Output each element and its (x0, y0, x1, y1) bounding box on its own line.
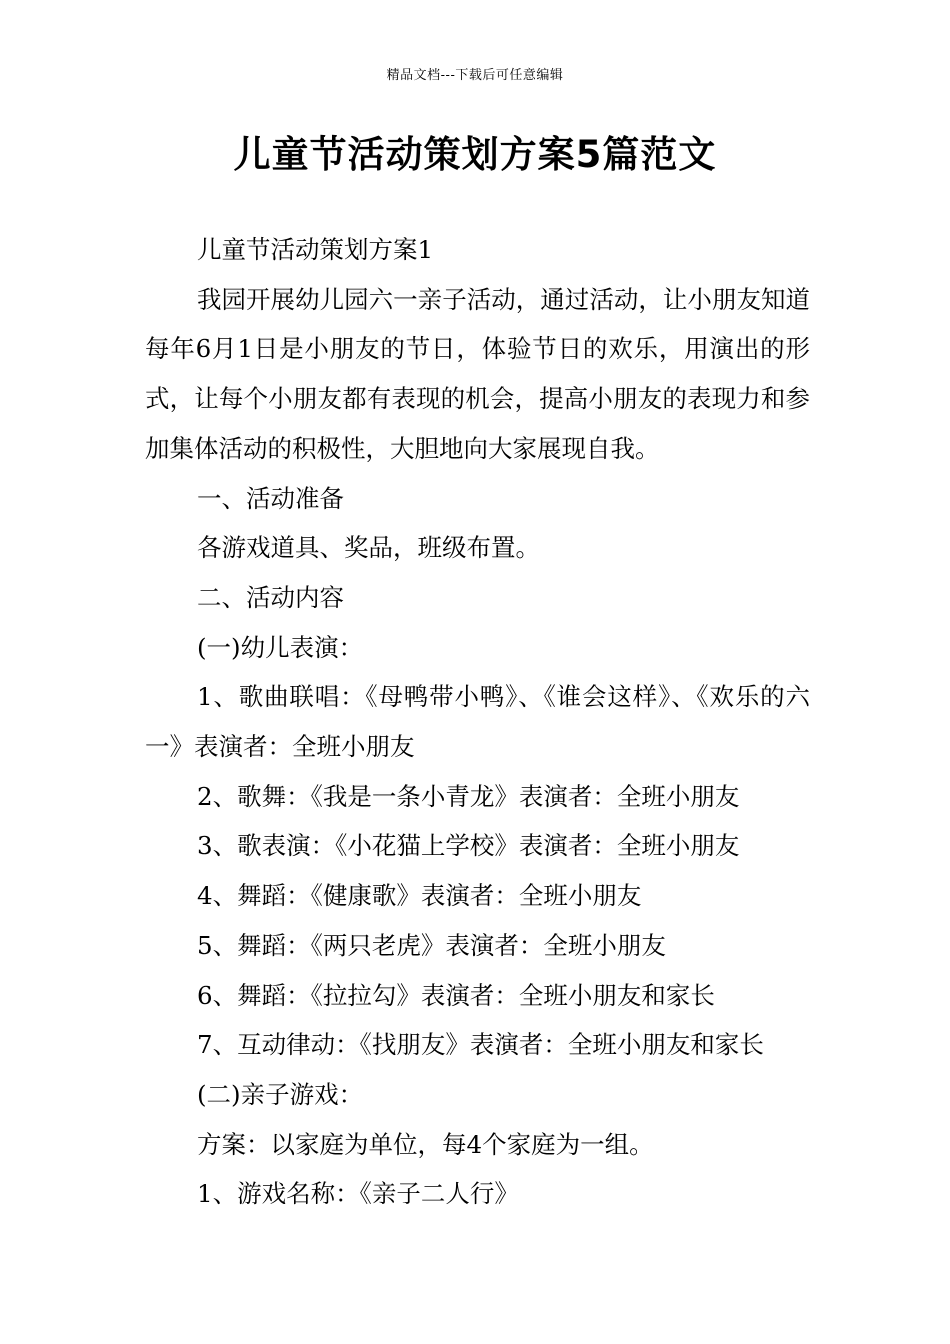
paragraph: 各游戏道具、奖品，班级布置。 (197, 533, 540, 563)
list-item: 6、舞蹈：《拉拉勾》表演者：全班小朋友和家长 (197, 980, 715, 1010)
subsection-heading: (一)幼儿表演： (197, 632, 364, 662)
list-item: 4、舞蹈：《健康歌》表演者：全班小朋友 (197, 881, 642, 911)
section-heading: 一、活动准备 (197, 483, 344, 513)
subsection-heading: (二)亲子游戏： (197, 1079, 364, 1109)
list-item: 1、游戏名称：《亲子二人行》 (197, 1179, 519, 1209)
section-heading: 儿童节活动策划方案1 (197, 235, 434, 264)
section-heading: 二、活动内容 (197, 582, 344, 612)
paragraph: 方案：以家庭为单位，每4个家庭为一组。 (197, 1129, 654, 1159)
list-item: 3、歌表演：《小花猫上学校》表演者：全班小朋友 (197, 831, 740, 861)
document-body (145, 225, 810, 1219)
list-item: 7、互动律动：《找朋友》表演者：全班小朋友和家长 (197, 1030, 764, 1060)
list-item: 2、歌舞：《我是一条小青龙》表演者：全班小朋友 (197, 781, 740, 811)
intro-paragraph: 我园开展幼儿园六一亲子活动，通过活动，让小朋友知道每年6月1日是小朋友的节日，体验节日的欢乐，用演出的形式，让每个小朋友都有表现的机会，提高小朋友的表现力和参加集体活动的积极性，大胆地向大家展现自我。 (145, 284, 810, 463)
header-note: 精品文档---下载后可任意编辑 (386, 68, 564, 83)
list-item: 5、舞蹈：《两只老虎》表演者：全班小朋友 (197, 930, 666, 960)
list-item: 1、歌曲联唱：《母鸭带小鸭》、《谁会这样》、《欢乐的六一》表演者：全班小朋友 (145, 682, 810, 762)
document-title: 儿童节活动策划方案5篇范文 (233, 133, 717, 176)
